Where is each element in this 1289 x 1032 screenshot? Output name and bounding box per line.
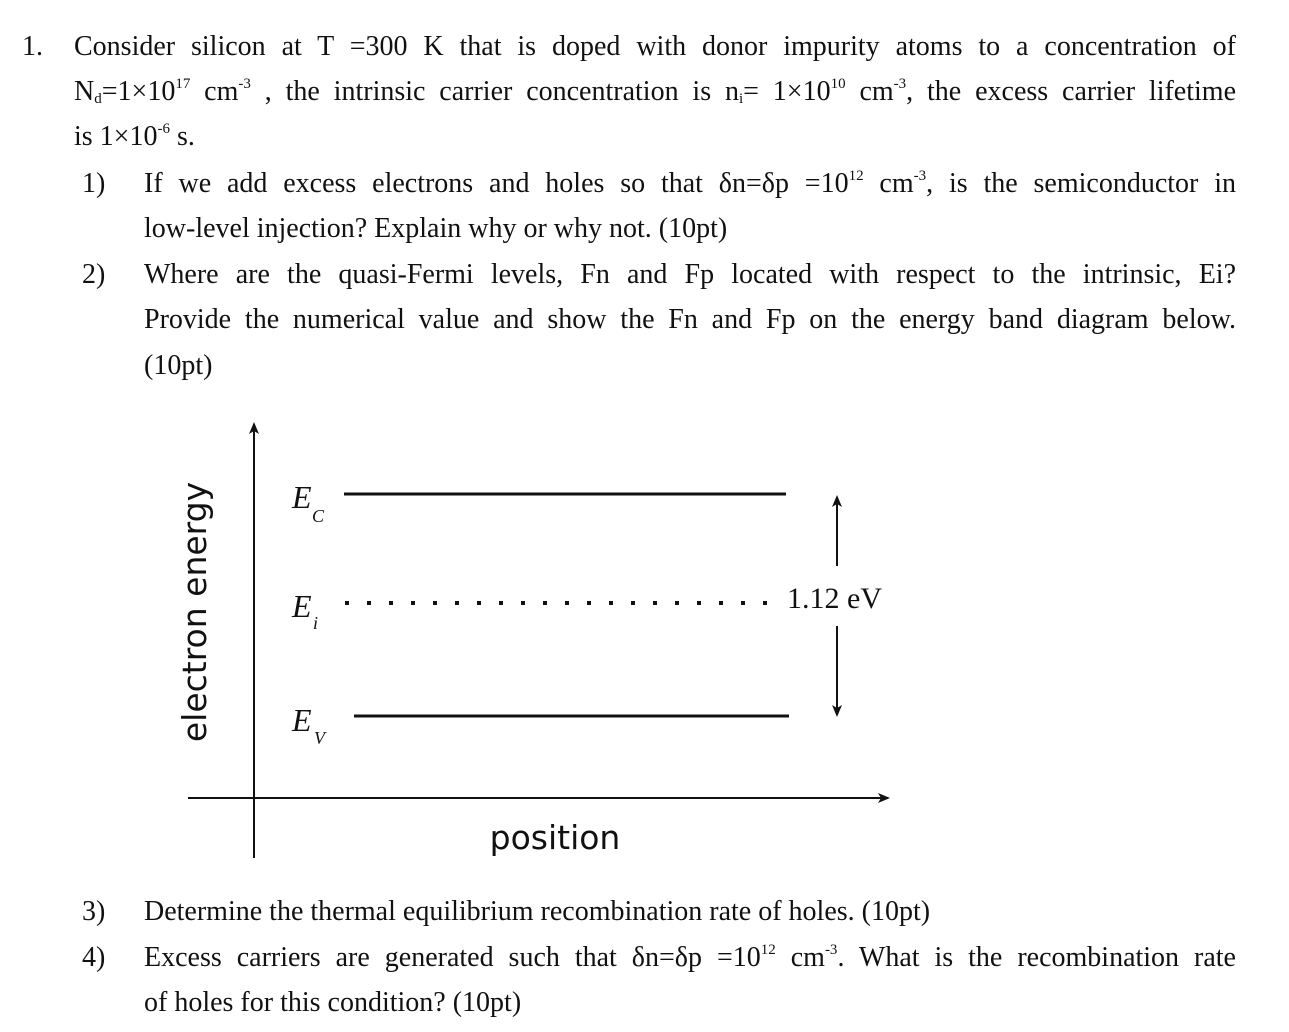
ev-symbol: E <box>292 702 312 738</box>
part-4-line-2: of holes for this condition? (10pt) <box>144 987 522 1018</box>
band-gap-label: 1.12 eV <box>787 582 882 615</box>
part-4-number: 4) <box>82 942 106 973</box>
ec-symbol: E <box>292 479 312 515</box>
part-1-line-1: If we add excess electrons and holes so that $\delta n=\delta p =10^{12}$ $cm^{-3}$, is the semiconductor in <box>144 168 1236 199</box>
part-3-number: 3) <box>82 896 106 927</box>
intro-line-1: Consider silicon at T =300 K that is doped with donor impurity atoms to a concentration of <box>74 31 1236 62</box>
intro-line-2: $N_d=1\times 10^{17}$ $cm^{-3}$ , the intrinsic carrier concentration is $n_i= 1\times 10^{10}$ $cm^{-3}$, the excess carrier lifetime <box>74 76 1236 107</box>
y-axis-label: electron energy <box>175 481 214 743</box>
part-4-line-1: Excess carriers are generated such that $\delta n=\delta p =10^{12}$ $cm^{-3}$. What is the recombination rate <box>144 942 1236 973</box>
ec-subscript: C <box>312 506 325 526</box>
part-2-line-3: (10pt) <box>144 350 213 381</box>
x-axis-label: position <box>489 818 621 857</box>
part-2-line-2: Provide the numerical value and show the Fn and Fp on the energy band diagram below. <box>144 304 1236 335</box>
ei-subscript: i <box>313 613 319 633</box>
part-1-number: 1) <box>82 168 106 199</box>
part-3-line-1: Determine the thermal equilibrium recombination rate of holes. (10pt) <box>144 896 931 927</box>
part-1-line-2: low-level injection? Explain why or why not. (10pt) <box>144 213 728 244</box>
ei-symbol: E <box>292 588 312 624</box>
intro-line-3: is $1\times 10^{-6}$ s. <box>74 121 195 152</box>
part-2-line-1: Where are the quasi-Fermi levels, Fn and Fp located with respect to the intrinsic, Ei? <box>144 259 1236 290</box>
part-2-number: 2) <box>82 259 106 290</box>
question-number: 1. <box>22 31 43 62</box>
ev-subscript: V <box>314 728 325 748</box>
